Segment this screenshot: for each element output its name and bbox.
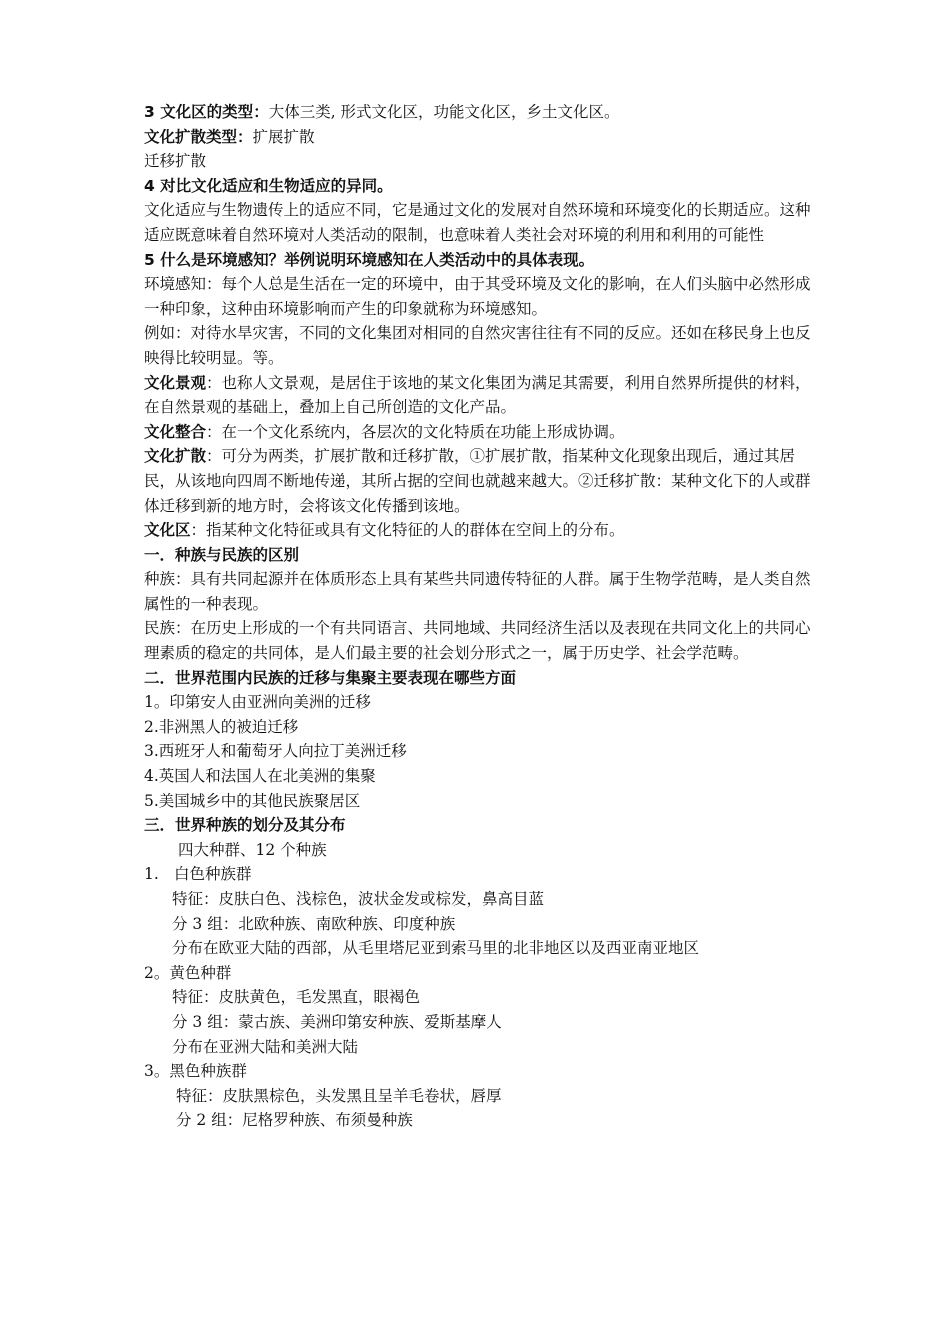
- part-b-title: 二．世界范围内民族的迁移与集聚主要表现在哪些方面: [144, 668, 517, 687]
- definition-term: 文化扩散: [144, 447, 207, 466]
- group-2-line: 分布在亚洲大陆和美洲大陆: [172, 1037, 359, 1056]
- definition-cultural-landscape: 文化景观：也称人文景观，是居住于该地的某文化集团为满足其需要，利用自然界所提供的材料，在自然景观的基础上，叠加上自己所创造的文化产品。: [144, 373, 811, 417]
- section-4-title: 4 对比文化适应和生物适应的异同。: [144, 176, 393, 195]
- section-3-text: 大体三类, 形式文化区，功能文化区，乡土文化区。: [268, 103, 620, 121]
- list-item: 2.非洲黑人的被迫迁移: [144, 717, 299, 736]
- section-5-title: 5 什么是环境感知？举例说明环境感知在人类活动中的具体表现。: [144, 250, 595, 269]
- definition-cultural-region: 文化区：指某种文化特征或具有文化特征的人的群体在空间上的分布。: [144, 521, 625, 540]
- part-a-paragraph-2: 民族：在历史上形成的一个有共同语言、共同地域、共同经济生活以及表现在共同文化上的共同心理素质的稳定的共同体，是人们最主要的社会划分形式之一，属于历史学、社会学范畴。: [144, 619, 811, 663]
- section-4-text: 文化适应与生物遗传上的适应不同，它是通过文化的发展对自然环境和环境变化的长期适应。这种适应既意味着自然环境对人类活动的限制，也意味着人类社会对环境的利用和利用的可能性: [144, 201, 811, 244]
- group-2-heading: 2。黄色种群: [144, 963, 232, 982]
- part-c-title: 三．世界种族的划分及其分布: [144, 816, 346, 835]
- list-item: 1。印第安人由亚洲向美洲的迁移: [144, 693, 371, 712]
- part-a-title: 一．种族与民族的区别: [144, 545, 300, 564]
- group-1-number: 1.: [144, 865, 159, 884]
- group-1-name: 白色种族群: [174, 865, 252, 884]
- group-1-line: 分 3 组：北欧种族、南欧种族、印度种族: [172, 914, 456, 933]
- section-5-paragraph-1: 环境感知：每个人总是生活在一定的环境中，由于其受环境及文化的影响，在人们头脑中必然形成一种印象，这种由环境影响而产生的印象就称为环境感知。: [144, 275, 811, 318]
- diffusion-types-heading: 文化扩散类型: [144, 127, 238, 146]
- group-2-line: 特征：皮肤黄色，毛发黑直，眼褐色: [172, 988, 421, 1007]
- section-5-paragraph-2: 例如：对待水旱灾害，不同的文化集团对相同的自然灾害往往有不同的反应。还如在移民身上也反映得比较明显。等。: [144, 324, 811, 367]
- section-3-paragraph: 3 文化区的类型：大体三类, 形式文化区，功能文化区，乡土文化区。: [144, 103, 620, 121]
- group-3-heading: 3。黑色种族群: [144, 1062, 247, 1081]
- definition-term: 文化景观: [144, 373, 207, 392]
- group-1-line: 分布在欧亚大陆的西部，从毛里塔尼亚到索马里的北非地区以及西亚南亚地区: [172, 939, 700, 958]
- diffusion-types-paragraph: 文化扩散类型：扩展扩散: [144, 127, 315, 146]
- part-a-paragraph-1: 种族：具有共同起源并在体质形态上具有某些共同遗传特征的人群。属于生物学范畴，是人类自然属性的一种表现。: [144, 570, 811, 613]
- definition-term: 文化区: [144, 521, 191, 540]
- group-2-line: 分 3 组：蒙古族、美洲印第安种族、爱斯基摩人: [172, 1012, 502, 1031]
- group-3-line: 特征：皮肤黑棕色，头发黑且呈羊毛卷状，唇厚: [176, 1086, 502, 1105]
- group-1-line: 特征：皮肤白色、浅棕色，波状金发或棕发，鼻高目蓝: [172, 890, 545, 908]
- list-item: 4.英国人和法国人在北美洲的集聚: [144, 767, 376, 786]
- list-item: 5.美国城乡中的其他民族聚居区: [144, 791, 361, 810]
- diffusion-types-line2: 迁移扩散: [144, 152, 207, 171]
- part-c-intro: 四大种群、12 个种族: [178, 840, 327, 859]
- definition-term: 文化整合: [144, 422, 207, 441]
- group-3-line: 分 2 组：尼格罗种族、布须曼种族: [176, 1111, 413, 1130]
- section-3-heading: 3 文化区的类型: [144, 103, 254, 121]
- document-page: [144, 100, 824, 1133]
- group-1-heading: [144, 862, 824, 887]
- definition-cultural-diffusion: 文化扩散：可分为两类，扩展扩散和迁移扩散，①扩展扩散，指某种文化现象出现后，通过其居民，从该地向四周不断地传递，其所占据的空间也就越来越大。②迁移扩散：某种文化下的人或群体迁移到新的地方时，会将该文化传播到该地。: [144, 447, 811, 515]
- definition-cultural-integration: 文化整合：在一个文化系统内，各层次的文化特质在功能上形成协调。: [144, 422, 625, 441]
- list-item: 3.西班牙人和葡萄牙人向拉丁美洲迁移: [144, 742, 407, 761]
